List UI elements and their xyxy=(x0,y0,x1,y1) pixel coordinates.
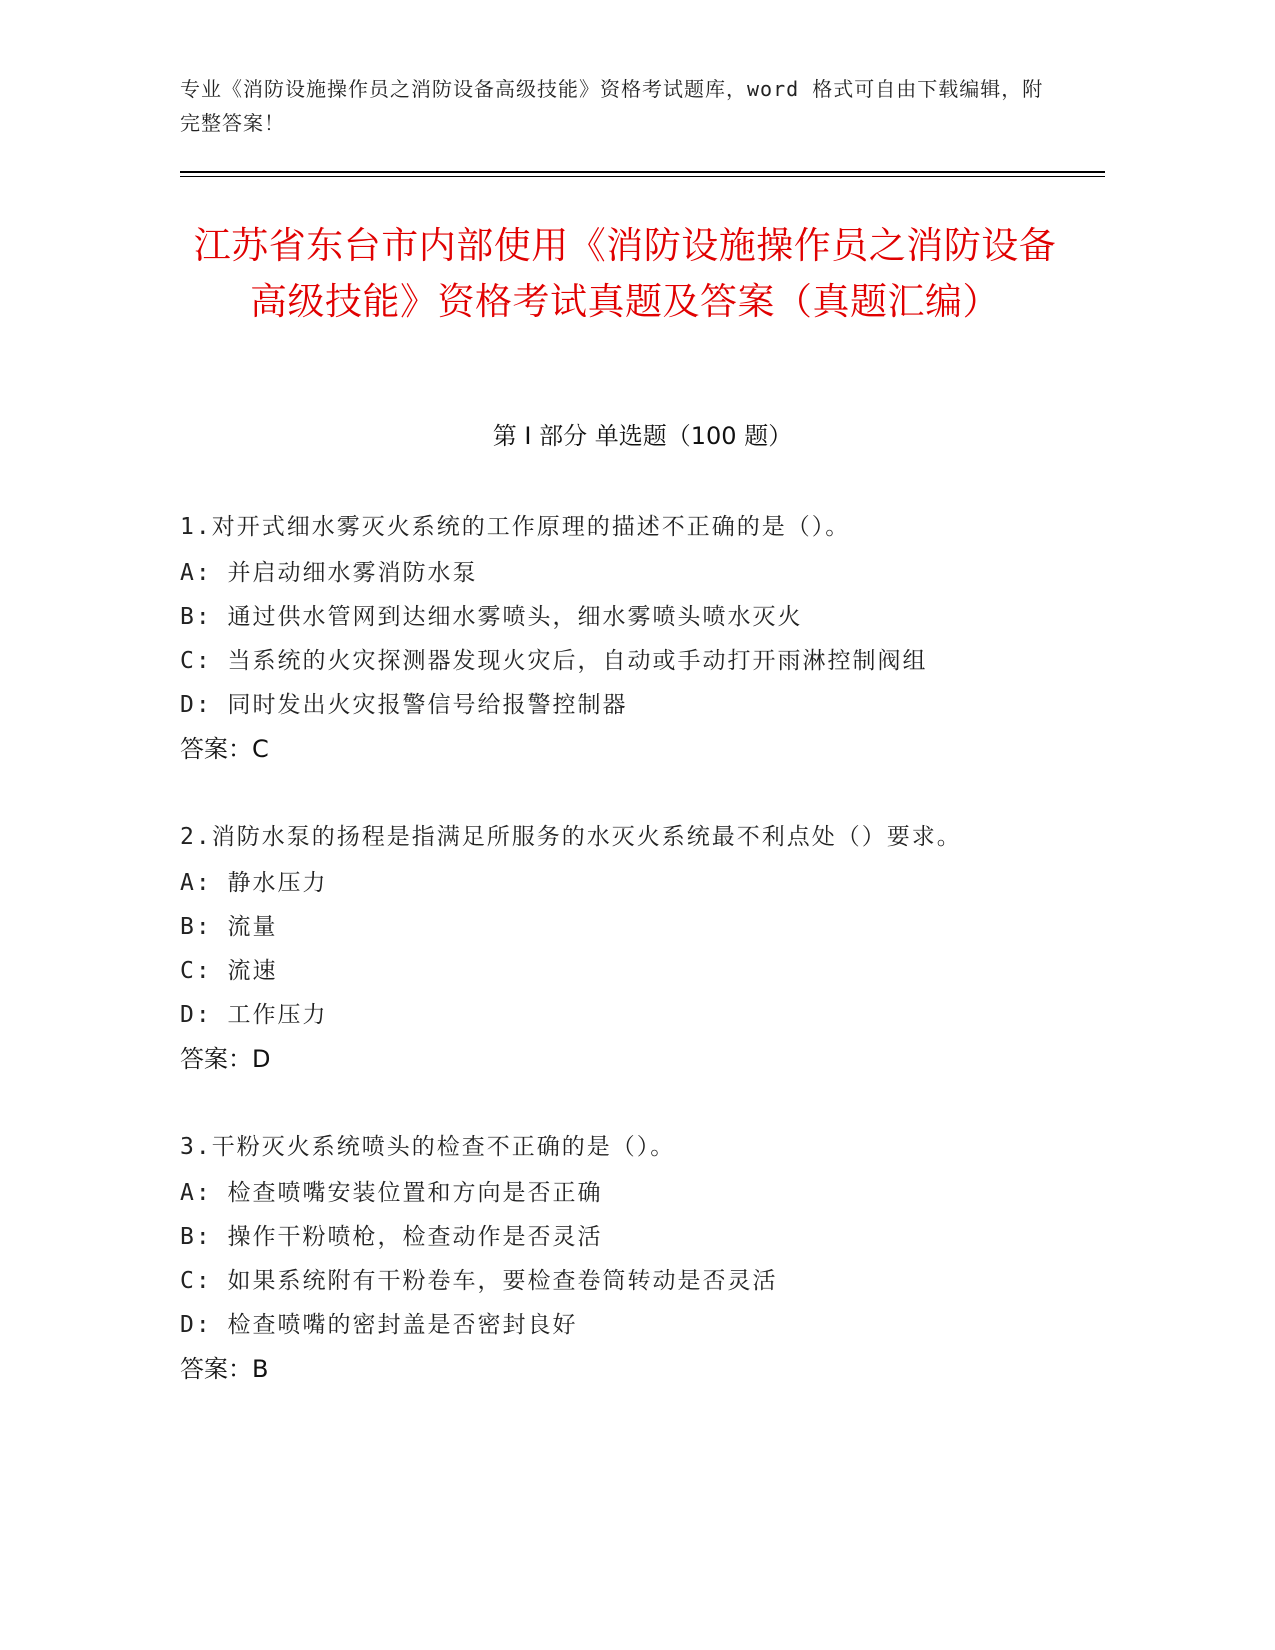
question-stem: 1.对开式细水雾灭火系统的工作原理的描述不正确的是（）。 xyxy=(180,514,851,540)
question-list xyxy=(180,503,1030,1433)
option-a: A: 检查喷嘴安装位置和方向是否正确 xyxy=(180,1180,603,1206)
header-note: 专业《消防设施操作员之消防设备高级技能》资格考试题库，word 格式可自由下载编辑，附完整答案！ xyxy=(180,77,1044,135)
answer: 答案：D xyxy=(180,1045,271,1073)
option-a: A: 静水压力 xyxy=(180,870,328,896)
document-title: 江苏省东台市内部使用《消防设施操作员之消防设备高级技能》资格考试真题及答案（真题汇编） xyxy=(193,224,1057,323)
question-2 xyxy=(180,813,1030,1081)
option-a: A: 并启动细水雾消防水泵 xyxy=(180,560,478,586)
option-c: C: 流速 xyxy=(180,958,278,984)
option-b: B: 操作干粉喷枪，检查动作是否灵活 xyxy=(180,1224,603,1250)
option-d: D: 工作压力 xyxy=(180,1002,328,1028)
question-stem: 2.消防水泵的扬程是指满足所服务的水灭火系统最不利点处（）要求。 xyxy=(180,824,962,850)
option-c: C: 当系统的火灾探测器发现火灾后，自动或手动打开雨淋控制阀组 xyxy=(180,648,928,674)
answer: 答案：C xyxy=(180,735,269,763)
option-c: C: 如果系统附有干粉卷车，要检查卷筒转动是否灵活 xyxy=(180,1268,778,1294)
section-title: 第 I 部分 单选题（100 题） xyxy=(492,422,793,450)
header-rule-thick xyxy=(180,171,1105,173)
answer: 答案：B xyxy=(180,1355,269,1383)
option-b: B: 流量 xyxy=(180,914,278,940)
question-1 xyxy=(180,503,1030,771)
header-rule-thin xyxy=(180,176,1105,177)
question-stem: 3.干粉灭火系统喷头的检查不正确的是（）。 xyxy=(180,1134,676,1160)
question-3 xyxy=(180,1123,1030,1391)
option-d: D: 检查喷嘴的密封盖是否密封良好 xyxy=(180,1312,578,1338)
option-d: D: 同时发出火灾报警信号给报警控制器 xyxy=(180,692,628,718)
option-b: B: 通过供水管网到达细水雾喷头，细水雾喷头喷水灭火 xyxy=(180,604,803,630)
